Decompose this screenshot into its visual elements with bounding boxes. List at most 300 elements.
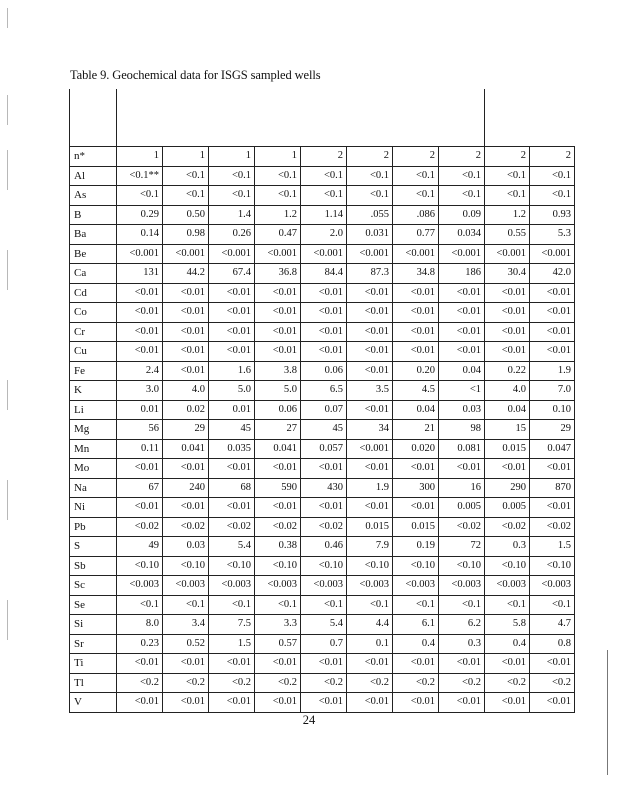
- value-cell: <0.02: [117, 517, 163, 537]
- value-cell: <0.01: [255, 342, 301, 362]
- table-row: [70, 361, 575, 381]
- header-blank-cell: [393, 89, 439, 147]
- value-cell: <0.1: [301, 595, 347, 615]
- value-cell: <0.01: [393, 459, 439, 479]
- header-blank-cell: [439, 89, 485, 147]
- value-cell: <0.2: [347, 673, 393, 693]
- row-label-cell: Be: [70, 244, 117, 264]
- value-cell: <0.001: [301, 244, 347, 264]
- table-row: [70, 342, 575, 362]
- value-cell: <0.1: [117, 186, 163, 206]
- value-cell: 1: [163, 147, 209, 167]
- value-cell: 0.52: [163, 634, 209, 654]
- value-cell: <0.02: [255, 517, 301, 537]
- value-cell: <0.1: [347, 186, 393, 206]
- value-cell: 1.2: [255, 205, 301, 225]
- value-cell: 27: [255, 420, 301, 440]
- value-cell: <0.10: [347, 556, 393, 576]
- table-row: [70, 673, 575, 693]
- value-cell: 0.3: [485, 537, 530, 557]
- table-row: [70, 478, 575, 498]
- value-cell: <0.01: [393, 283, 439, 303]
- value-cell: 7.5: [209, 615, 255, 635]
- value-cell: 5.0: [255, 381, 301, 401]
- value-cell: 0.015: [485, 439, 530, 459]
- table-row: [70, 186, 575, 206]
- value-cell: 1.14: [301, 205, 347, 225]
- value-cell: <0.10: [439, 556, 485, 576]
- value-cell: <0.01: [117, 283, 163, 303]
- value-cell: 0.38: [255, 537, 301, 557]
- value-cell: <0.001: [347, 244, 393, 264]
- page-number: 24: [302, 713, 316, 727]
- value-cell: 290: [485, 478, 530, 498]
- value-cell: 0.10: [530, 400, 575, 420]
- row-label-cell: Cu: [70, 342, 117, 362]
- value-cell: <0.01: [485, 693, 530, 713]
- value-cell: 2: [530, 147, 575, 167]
- table-row: [70, 420, 575, 440]
- value-cell: 34: [347, 420, 393, 440]
- value-cell: <0.1: [209, 166, 255, 186]
- value-cell: 0.11: [117, 439, 163, 459]
- value-cell: 1: [209, 147, 255, 167]
- value-cell: 5.4: [209, 537, 255, 557]
- value-cell: <0.003: [439, 576, 485, 596]
- value-cell: <0.1: [439, 595, 485, 615]
- value-cell: <0.001: [530, 244, 575, 264]
- value-cell: 0.005: [439, 498, 485, 518]
- value-cell: <0.01: [347, 654, 393, 674]
- value-cell: 1.4: [209, 205, 255, 225]
- header-blank-cell: [117, 89, 163, 147]
- row-label-cell: Sb: [70, 556, 117, 576]
- value-cell: <0.01: [209, 283, 255, 303]
- value-cell: <0.01: [347, 342, 393, 362]
- header-blank-cell: [255, 89, 301, 147]
- value-cell: 0.04: [485, 400, 530, 420]
- value-cell: 1: [117, 147, 163, 167]
- value-cell: <0.01: [301, 459, 347, 479]
- value-cell: 5.8: [485, 615, 530, 635]
- value-cell: <0.10: [530, 556, 575, 576]
- value-cell: <0.003: [301, 576, 347, 596]
- value-cell: <0.01: [530, 283, 575, 303]
- value-cell: <0.01: [439, 459, 485, 479]
- value-cell: <0.1: [530, 595, 575, 615]
- value-cell: <0.1: [530, 166, 575, 186]
- value-cell: <0.003: [347, 576, 393, 596]
- row-label-cell: Fe: [70, 361, 117, 381]
- value-cell: <0.01: [255, 303, 301, 323]
- table-caption: Table 9. Geochemical data for ISGS sampled wells: [70, 68, 321, 82]
- row-label-cell: Ba: [70, 225, 117, 245]
- value-cell: <0.1: [393, 166, 439, 186]
- value-cell: 870: [530, 478, 575, 498]
- value-cell: <0.01: [255, 654, 301, 674]
- value-cell: <0.01: [255, 498, 301, 518]
- row-label-cell: Mg: [70, 420, 117, 440]
- value-cell: 3.8: [255, 361, 301, 381]
- value-cell: <0.01: [163, 654, 209, 674]
- value-cell: 15: [485, 420, 530, 440]
- value-cell: <0.01: [347, 498, 393, 518]
- value-cell: <0.001: [163, 244, 209, 264]
- value-cell: 0.01: [209, 400, 255, 420]
- value-cell: <0.01: [163, 498, 209, 518]
- table-row: [70, 498, 575, 518]
- value-cell: <0.01: [209, 322, 255, 342]
- value-cell: <0.01: [117, 693, 163, 713]
- table-row: [70, 205, 575, 225]
- value-cell: <0.01: [301, 498, 347, 518]
- value-cell: 49: [117, 537, 163, 557]
- value-cell: <0.003: [255, 576, 301, 596]
- row-label-cell: Mo: [70, 459, 117, 479]
- table-row: [70, 264, 575, 284]
- value-cell: <0.1: [485, 166, 530, 186]
- value-cell: 21: [393, 420, 439, 440]
- value-cell: <0.01: [255, 693, 301, 713]
- value-cell: .055: [347, 205, 393, 225]
- value-cell: 0.77: [393, 225, 439, 245]
- value-cell: 0.005: [485, 498, 530, 518]
- value-cell: 3.0: [117, 381, 163, 401]
- table-row: [70, 166, 575, 186]
- value-cell: 0.14: [117, 225, 163, 245]
- header-blank-cell: [347, 89, 393, 147]
- value-cell: <0.01: [485, 322, 530, 342]
- value-cell: <0.02: [301, 517, 347, 537]
- row-label-cell: K: [70, 381, 117, 401]
- value-cell: <0.01: [347, 322, 393, 342]
- value-cell: 0.23: [117, 634, 163, 654]
- value-cell: <0.10: [209, 556, 255, 576]
- value-cell: <0.1: [209, 186, 255, 206]
- value-cell: 0.4: [393, 634, 439, 654]
- value-cell: 0.081: [439, 439, 485, 459]
- value-cell: 0.22: [485, 361, 530, 381]
- value-cell: <0.01: [439, 303, 485, 323]
- table-row: [70, 595, 575, 615]
- value-cell: <0.01: [485, 342, 530, 362]
- value-cell: 56: [117, 420, 163, 440]
- value-cell: 1.5: [209, 634, 255, 654]
- value-cell: 4.5: [393, 381, 439, 401]
- value-cell: 0.02: [163, 400, 209, 420]
- header-blank-cell: [209, 89, 255, 147]
- value-cell: 0.1: [347, 634, 393, 654]
- value-cell: 5.0: [209, 381, 255, 401]
- value-cell: 0.03: [163, 537, 209, 557]
- value-cell: 0.47: [255, 225, 301, 245]
- value-cell: <0.01: [347, 693, 393, 713]
- value-cell: 67.4: [209, 264, 255, 284]
- value-cell: 67: [117, 478, 163, 498]
- value-cell: 3.3: [255, 615, 301, 635]
- table-row: [70, 576, 575, 596]
- value-cell: <0.2: [439, 673, 485, 693]
- value-cell: <0.01: [439, 322, 485, 342]
- value-cell: <0.01: [301, 693, 347, 713]
- value-cell: <0.01: [209, 342, 255, 362]
- value-cell: <0.02: [485, 517, 530, 537]
- value-cell: <0.01: [117, 498, 163, 518]
- row-label-cell: Li: [70, 400, 117, 420]
- table-row: [70, 537, 575, 557]
- value-cell: 6.1: [393, 615, 439, 635]
- value-cell: 87.3: [347, 264, 393, 284]
- value-cell: <0.10: [393, 556, 439, 576]
- table-row: [70, 693, 575, 713]
- value-cell: <0.1: [530, 186, 575, 206]
- table-header-blank-row: [70, 89, 575, 147]
- value-cell: 2: [439, 147, 485, 167]
- value-cell: <0.01: [117, 303, 163, 323]
- value-cell: <0.02: [530, 517, 575, 537]
- value-cell: 3.5: [347, 381, 393, 401]
- value-cell: 0.015: [393, 517, 439, 537]
- value-cell: <0.1: [163, 186, 209, 206]
- value-cell: 5.4: [301, 615, 347, 635]
- row-label-cell: Ni: [70, 498, 117, 518]
- value-cell: 0.26: [209, 225, 255, 245]
- table-row: [70, 615, 575, 635]
- value-cell: <0.1: [255, 166, 301, 186]
- value-cell: <0.01: [117, 322, 163, 342]
- value-cell: 0.20: [393, 361, 439, 381]
- row-label-cell: Cr: [70, 322, 117, 342]
- header-blank-cell: [163, 89, 209, 147]
- value-cell: <0.01: [163, 303, 209, 323]
- value-cell: 98: [439, 420, 485, 440]
- value-cell: <0.02: [163, 517, 209, 537]
- value-cell: 0.4: [485, 634, 530, 654]
- value-cell: <0.01: [485, 459, 530, 479]
- value-cell: <0.003: [393, 576, 439, 596]
- scan-edge-marks: [0, 0, 10, 800]
- value-cell: 4.0: [485, 381, 530, 401]
- value-cell: <0.02: [209, 517, 255, 537]
- row-label-cell: B: [70, 205, 117, 225]
- table-row: [70, 400, 575, 420]
- table-body: [70, 89, 575, 712]
- value-cell: <0.01: [163, 459, 209, 479]
- value-cell: 240: [163, 478, 209, 498]
- value-cell: <0.01: [163, 322, 209, 342]
- value-cell: <0.2: [530, 673, 575, 693]
- row-label-cell: Na: [70, 478, 117, 498]
- row-label-cell: Mn: [70, 439, 117, 459]
- value-cell: 0.035: [209, 439, 255, 459]
- value-cell: <0.01: [393, 654, 439, 674]
- value-cell: <0.2: [393, 673, 439, 693]
- row-label-cell: Ti: [70, 654, 117, 674]
- value-cell: <0.003: [530, 576, 575, 596]
- value-cell: 0.57: [255, 634, 301, 654]
- value-cell: <0.01: [485, 654, 530, 674]
- value-cell: <0.1: [485, 595, 530, 615]
- value-cell: <0.01: [393, 693, 439, 713]
- value-cell: 0.50: [163, 205, 209, 225]
- value-cell: <0.003: [117, 576, 163, 596]
- value-cell: <0.01: [530, 498, 575, 518]
- value-cell: <0.01: [439, 283, 485, 303]
- value-cell: <0.1: [209, 595, 255, 615]
- value-cell: 30.4: [485, 264, 530, 284]
- value-cell: <0.001: [255, 244, 301, 264]
- value-cell: <0.01: [301, 303, 347, 323]
- value-cell: <0.2: [209, 673, 255, 693]
- value-cell: 2: [485, 147, 530, 167]
- value-cell: <0.10: [117, 556, 163, 576]
- value-cell: 6.2: [439, 615, 485, 635]
- table-row: [70, 283, 575, 303]
- header-blank-cell: [530, 89, 575, 147]
- table-row: [70, 322, 575, 342]
- table-row: [70, 225, 575, 245]
- value-cell: <0.1: [163, 595, 209, 615]
- value-cell: <0.001: [117, 244, 163, 264]
- value-cell: <0.01: [209, 303, 255, 323]
- value-cell: 0.04: [439, 361, 485, 381]
- value-cell: 36.8: [255, 264, 301, 284]
- value-cell: <0.10: [255, 556, 301, 576]
- value-cell: <0.1: [347, 595, 393, 615]
- value-cell: <0.01: [301, 654, 347, 674]
- value-cell: 4.4: [347, 615, 393, 635]
- value-cell: <0.01: [301, 322, 347, 342]
- value-cell: 0.3: [439, 634, 485, 654]
- table-row: [70, 439, 575, 459]
- value-cell: <0.01: [209, 654, 255, 674]
- value-cell: 3.4: [163, 615, 209, 635]
- header-blank-cell: [485, 89, 530, 147]
- value-cell: <0.01: [393, 342, 439, 362]
- value-cell: <0.003: [209, 576, 255, 596]
- value-cell: <0.2: [163, 673, 209, 693]
- row-label-cell: Sc: [70, 576, 117, 596]
- value-cell: <0.001: [347, 439, 393, 459]
- value-cell: <0.01: [530, 303, 575, 323]
- value-cell: <1: [439, 381, 485, 401]
- value-cell: <0.1: [301, 186, 347, 206]
- value-cell: 0.041: [163, 439, 209, 459]
- geochemical-table: [69, 89, 575, 713]
- value-cell: <0.01: [255, 322, 301, 342]
- value-cell: 0.031: [347, 225, 393, 245]
- value-cell: <0.003: [485, 576, 530, 596]
- value-cell: <0.01: [530, 693, 575, 713]
- table-row: [70, 654, 575, 674]
- value-cell: <0.01: [530, 342, 575, 362]
- value-cell: 1.2: [485, 205, 530, 225]
- value-cell: <0.01: [439, 693, 485, 713]
- row-label-cell: Ca: [70, 264, 117, 284]
- value-cell: 8.0: [117, 615, 163, 635]
- row-label-cell: n*: [70, 147, 117, 167]
- value-cell: <0.01: [439, 654, 485, 674]
- value-cell: 0.07: [301, 400, 347, 420]
- row-label-cell: Co: [70, 303, 117, 323]
- value-cell: 0.46: [301, 537, 347, 557]
- value-cell: 131: [117, 264, 163, 284]
- row-label-cell: V: [70, 693, 117, 713]
- value-cell: 7.9: [347, 537, 393, 557]
- value-cell: 2.4: [117, 361, 163, 381]
- value-cell: <0.01: [393, 303, 439, 323]
- value-cell: <0.01: [393, 322, 439, 342]
- value-cell: 0.01: [117, 400, 163, 420]
- value-cell: <0.2: [255, 673, 301, 693]
- value-cell: 68: [209, 478, 255, 498]
- value-cell: <0.01: [347, 303, 393, 323]
- table-row: [70, 303, 575, 323]
- value-cell: <0.01: [117, 342, 163, 362]
- value-cell: 0.057: [301, 439, 347, 459]
- value-cell: <0.01: [163, 283, 209, 303]
- value-cell: 0.020: [393, 439, 439, 459]
- value-cell: <0.01: [301, 283, 347, 303]
- value-cell: 16: [439, 478, 485, 498]
- value-cell: 0.19: [393, 537, 439, 557]
- value-cell: <0.01: [347, 400, 393, 420]
- value-cell: 0.29: [117, 205, 163, 225]
- value-cell: 0.09: [439, 205, 485, 225]
- value-cell: <0.001: [485, 244, 530, 264]
- value-cell: 1.5: [530, 537, 575, 557]
- value-cell: .086: [393, 205, 439, 225]
- value-cell: 590: [255, 478, 301, 498]
- value-cell: <0.01: [163, 361, 209, 381]
- header-blank-cell: [301, 89, 347, 147]
- value-cell: 2: [347, 147, 393, 167]
- table-row: [70, 634, 575, 654]
- value-cell: 84.4: [301, 264, 347, 284]
- value-cell: 44.2: [163, 264, 209, 284]
- value-cell: <0.1: [485, 186, 530, 206]
- row-label-cell: Pb: [70, 517, 117, 537]
- value-cell: 29: [530, 420, 575, 440]
- value-cell: 72: [439, 537, 485, 557]
- value-cell: <0.1: [347, 166, 393, 186]
- value-cell: <0.01: [117, 654, 163, 674]
- value-cell: 0.8: [530, 634, 575, 654]
- value-cell: 0.047: [530, 439, 575, 459]
- value-cell: 0.06: [301, 361, 347, 381]
- value-cell: <0.1: [301, 166, 347, 186]
- value-cell: <0.10: [301, 556, 347, 576]
- row-label-cell: Se: [70, 595, 117, 615]
- value-cell: <0.01: [530, 459, 575, 479]
- value-cell: 6.5: [301, 381, 347, 401]
- value-cell: 1: [255, 147, 301, 167]
- value-cell: <0.01: [209, 498, 255, 518]
- value-cell: 0.034: [439, 225, 485, 245]
- value-cell: <0.003: [163, 576, 209, 596]
- row-label-cell: Tl: [70, 673, 117, 693]
- value-cell: <0.1: [163, 166, 209, 186]
- geochemical-table-container: [69, 89, 574, 713]
- table-row: [70, 147, 575, 167]
- value-cell: <0.01: [347, 283, 393, 303]
- value-cell: <0.001: [209, 244, 255, 264]
- value-cell: <0.01: [439, 342, 485, 362]
- value-cell: <0.01: [255, 283, 301, 303]
- value-cell: 1.9: [530, 361, 575, 381]
- row-label-cell: S: [70, 537, 117, 557]
- value-cell: 0.06: [255, 400, 301, 420]
